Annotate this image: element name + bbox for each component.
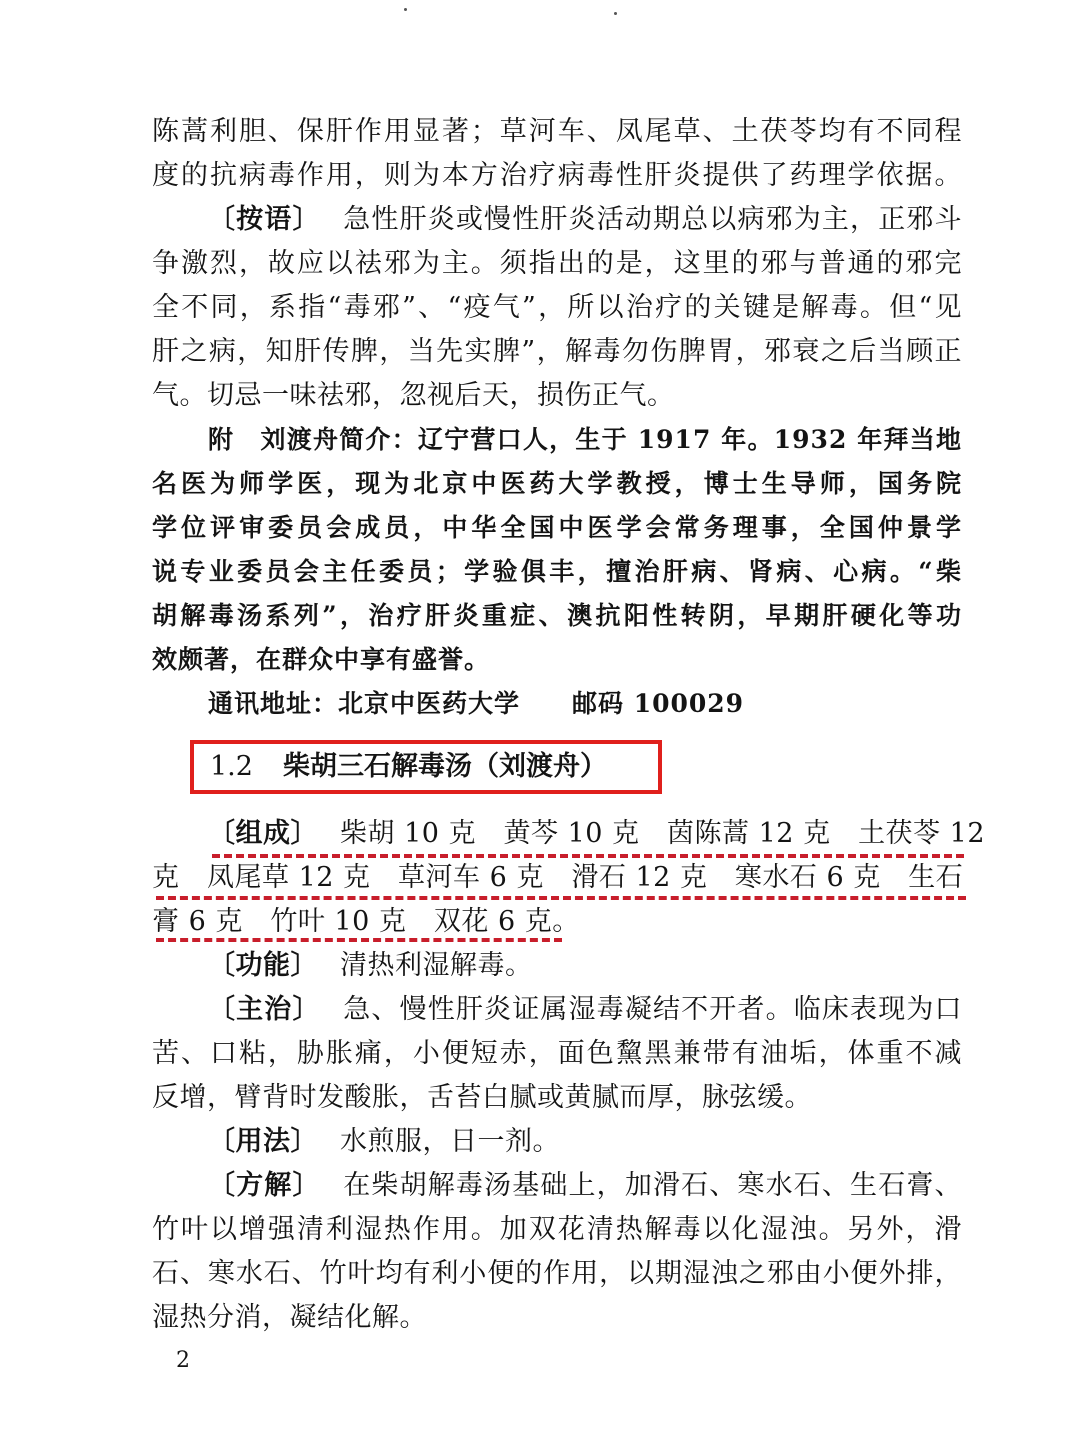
text-line: 湿热分消，凝结化解。: [152, 1302, 427, 1333]
function-section: [152, 944, 962, 988]
dashed-underline: [156, 938, 562, 942]
author-note: [152, 418, 962, 726]
text-line: 肝之病，知肝传脾，当先实脾”，解毒勿伤脾胃，邪衰之后当顾正: [152, 336, 962, 367]
explanation-section: [152, 1164, 962, 1340]
page-number: 2: [176, 1348, 190, 1373]
commentary-section: [152, 198, 962, 418]
composition-section: [152, 812, 986, 944]
text-line: [152, 988, 962, 1032]
text-span: 在柴胡解毒汤基础上，加滑石、寒水石、生石膏、: [342, 1170, 963, 1201]
text-line: [152, 198, 962, 242]
text-line: [152, 1164, 962, 1208]
section-tag: 〔方解〕: [208, 1170, 321, 1201]
dashed-underline: [212, 854, 964, 858]
text-line: 克 凤尾草 12 克 草河车 6 克 滑石 12 克 寒水石 6 克 生石: [152, 862, 964, 893]
text-line: 膏 6 克 竹叶 10 克 双花 6 克。: [152, 906, 580, 937]
text-span: 柴胡 10 克 黄芩 10 克 茵陈蒿 12 克 土茯苓 12: [340, 818, 986, 849]
text-line: 竹叶以增强清利湿热作用。加双花清热解毒以化湿浊。另外，滑: [152, 1214, 962, 1245]
text-line: [152, 1120, 962, 1164]
text-span: 急、慢性肝炎证属湿毒凝结不开者。临床表现为口: [342, 994, 963, 1025]
text-line: 陈蒿利胆、保肝作用显著；草河车、凤尾草、土茯苓均有不同程: [152, 116, 962, 147]
section-tag: 〔按语〕: [208, 204, 321, 235]
text-span: 水煎服，日一剂。: [340, 1126, 560, 1157]
section-tag: 〔功能〕: [208, 950, 318, 981]
usage-section: [152, 1120, 962, 1164]
text-line: 胡解毒汤系列”，治疗肝炎重症、澳抗阳性转阴，早期肝硬化等功: [152, 601, 962, 630]
text-line: 效颇著，在群众中享有盛誉。: [152, 645, 491, 674]
paragraph-top: [152, 110, 962, 198]
text-span: 清热利湿解毒。: [340, 950, 533, 981]
scan-speck: [404, 8, 407, 11]
text-span: 急性肝炎或慢性肝炎活动期总以病邪为主，正邪斗: [342, 204, 963, 235]
text-line: 度的抗病毒作用，则为本方治疗病毒性肝炎提供了药理学依据。: [152, 160, 962, 191]
section-tag: 〔主治〕: [208, 994, 321, 1025]
dashed-underline: [156, 896, 966, 900]
text-line: [152, 812, 986, 856]
text-line: 苦、口粘，胁胀痛，小便短赤，面色黧黑兼带有油垢，体重不减: [152, 1038, 962, 1069]
section-heading: [210, 745, 607, 789]
scan-speck: [614, 12, 617, 15]
section-tag: 〔组成〕: [208, 818, 318, 849]
text-line: 争激烈，故应以祛邪为主。须指出的是，这里的邪与普通的邪完: [152, 248, 962, 279]
text-line: [152, 944, 962, 988]
indication-section: [152, 988, 962, 1120]
text-line: 石、寒水石、竹叶均有利小便的作用，以期湿浊之邪由小便外排，: [152, 1258, 962, 1289]
text-line: 附 刘渡舟简介：辽宁营口人，生于 1917 年。1932 年拜当地: [208, 425, 962, 454]
text-line: 全不同，系指“毒邪”、“疫气”，所以治疗的关键是解毒。但“见: [152, 292, 962, 323]
text-line: 学位评审委员会成员，中华全国中医学会常务理事，全国仲景学: [152, 513, 962, 542]
section-number: 1.2: [210, 751, 253, 782]
section-tag: 〔用法〕: [208, 1126, 318, 1157]
text-line: 说专业委员会主任委员；学验俱丰，擅治肝病、肾病、心病。“柴: [152, 557, 962, 586]
section-title: 柴胡三石解毒汤（刘渡舟）: [282, 751, 607, 782]
address-line: 通讯地址：北京中医药大学 邮码 100029: [208, 689, 745, 718]
text-line: 反增，臂背时发酸胀，舌苔白腻或黄腻而厚，脉弦缓。: [152, 1082, 812, 1113]
text-line: 名医为师学医，现为北京中医药大学教授，博士生导师，国务院: [152, 469, 962, 498]
text-line: 气。切忌一味祛邪，忽视后天，损伤正气。: [152, 380, 675, 411]
